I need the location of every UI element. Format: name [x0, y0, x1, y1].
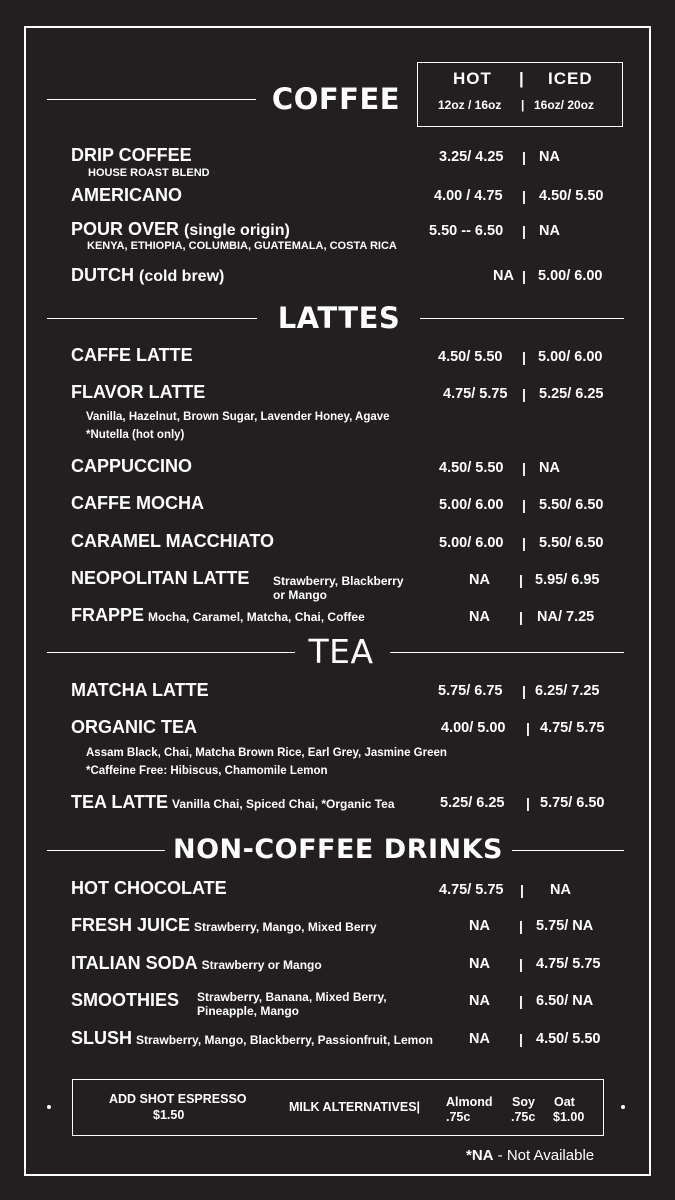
item-name: ITALIAN SODA [71, 953, 198, 973]
price-iced: NA [550, 882, 571, 898]
price-divider: | [519, 609, 523, 625]
item-name: HOT CHOCOLATE [71, 878, 227, 898]
item-name: NEOPOLITAN LATTE [71, 568, 250, 588]
price-divider: | [522, 349, 526, 365]
price-iced: 5.25/ 6.25 [539, 386, 604, 402]
divider-line [390, 652, 624, 653]
item-varieties-note: *Caffeine Free: Hibiscus, Chamomile Lemon [86, 765, 328, 777]
price-iced: 4.50/ 5.50 [536, 1031, 601, 1047]
price-hot: 4.50/ 5.50 [439, 460, 504, 476]
price-hot: NA [469, 993, 490, 1009]
price-hot: 5.50 -- 6.50 [429, 223, 504, 239]
milk-alternatives-label: MILK ALTERNATIVES| [289, 1100, 421, 1114]
milk-oat-name: Oat [554, 1095, 575, 1109]
tea-section-title: TEA [308, 632, 374, 671]
iced-label: ICED [548, 69, 593, 88]
item-name: ORGANIC TEA [71, 717, 197, 737]
price-iced: 5.50/ 6.50 [539, 497, 604, 513]
milk-soy-price: .75c [511, 1110, 536, 1124]
price-divider: | [519, 993, 523, 1009]
price-divider: | [522, 386, 526, 402]
milk-almond-price: .75c [446, 1110, 471, 1124]
bullet-dot [621, 1105, 625, 1109]
item-name: SLUSH [71, 1028, 133, 1048]
noncoffee-section-title: NON-COFFEE DRINKS [172, 834, 503, 865]
price-hot: NA [493, 268, 514, 284]
iced-sizes: 16oz/ 20oz [534, 98, 595, 112]
item-flavors-line-2: or Mango [273, 588, 327, 602]
item-flavors: Strawberry or Mango [201, 958, 322, 972]
price-iced: 6.25/ 7.25 [535, 683, 600, 699]
price-divider: | [520, 882, 524, 898]
price-divider: | [522, 223, 526, 239]
milk-oat-price: $1.00 [553, 1110, 585, 1124]
item-name: FRESH JUICE [71, 915, 191, 935]
price-hot: 5.00/ 6.00 [439, 497, 504, 513]
price-divider: | [519, 1031, 523, 1047]
price-divider: | [522, 460, 526, 476]
item-flavors [197, 990, 387, 1018]
milk-almond-name: Almond [446, 1095, 493, 1109]
item-name: CAFFE LATTE [71, 345, 193, 365]
hot-label: HOT [453, 69, 492, 88]
price-hot: NA [469, 609, 490, 625]
item-flavors [273, 574, 404, 602]
price-hot: NA [469, 572, 490, 588]
price-divider: | [522, 683, 526, 699]
price-iced: 5.75/ NA [536, 918, 594, 934]
item-name: TEA LATTE [71, 792, 168, 812]
price-divider: | [526, 795, 530, 811]
hot-sizes: 12oz / 16oz [438, 98, 502, 112]
price-iced: NA [539, 460, 560, 476]
price-iced: 6.50/ NA [536, 993, 594, 1009]
price-divider: | [519, 918, 523, 934]
price-divider: | [522, 268, 526, 284]
bullet-dot [47, 1105, 51, 1109]
item-flavors: Strawberry, Mango, Blackberry, Passionfruit, Lemon [136, 1033, 433, 1047]
divider-line [47, 850, 165, 851]
size-divider: | [521, 98, 525, 112]
noncoffee-section-header [0, 830, 675, 870]
item-subtitle: HOUSE ROAST BLEND [88, 167, 210, 179]
price-iced: NA/ 7.25 [537, 609, 595, 625]
price-iced: 4.75/ 5.75 [536, 956, 601, 972]
price-hot: 4.00/ 5.00 [441, 720, 506, 736]
item-name: CAPPUCCINO [71, 456, 193, 476]
price-hot: 5.00/ 6.00 [439, 535, 504, 551]
price-hot: 5.25/ 6.25 [440, 795, 505, 811]
item-flavors: Vanilla, Hazelnut, Brown Sugar, Lavender Honey, Agave [86, 411, 390, 423]
price-iced: NA [539, 149, 560, 165]
price-hot: NA [469, 918, 490, 934]
price-divider: | [522, 535, 526, 551]
price-hot: 4.00 / 4.75 [434, 188, 503, 204]
price-hot: 3.25/ 4.25 [439, 149, 504, 165]
item-flavors-line-1: Strawberry, Banana, Mixed Berry, [197, 990, 387, 1004]
item-subtitle: KENYA, ETHIOPIA, COLUMBIA, GUATEMALA, COSTA RICA [87, 240, 397, 252]
item-flavors: Mocha, Caramel, Matcha, Chai, Coffee [148, 610, 365, 624]
lattes-section-title: LATTES [277, 301, 401, 335]
item-note: (cold brew) [139, 268, 225, 285]
item-flavors-line-2: Pineapple, Mango [197, 1004, 300, 1018]
price-hot: NA [469, 1031, 490, 1047]
divider-line [47, 99, 256, 100]
item-flavor-note: *Nutella (hot only) [86, 429, 185, 441]
price-divider: | [519, 572, 523, 588]
price-hot: 4.50/ 5.50 [438, 349, 503, 365]
price-iced: NA [539, 223, 560, 239]
item-note: (single origin) [184, 222, 290, 239]
price-iced: 4.50/ 5.50 [539, 188, 604, 204]
not-available-note [466, 1147, 594, 1164]
na-abbrev: *NA [466, 1147, 494, 1164]
divider-line [420, 318, 624, 319]
item-name: POUR OVER [71, 219, 180, 239]
item-varieties: Assam Black, Chai, Matcha Brown Rice, Earl Grey, Jasmine Green [86, 747, 447, 759]
price-iced: 5.75/ 6.50 [540, 795, 605, 811]
espresso-shot-price: $1.50 [153, 1108, 185, 1122]
item-name: FLAVOR LATTE [71, 382, 206, 402]
item-name: MATCHA LATTE [71, 680, 209, 700]
price-iced: 4.75/ 5.75 [540, 720, 605, 736]
divider-line [47, 318, 257, 319]
item-name: CARAMEL MACCHIATO [71, 531, 274, 551]
price-divider: | [522, 188, 526, 204]
tea-section-header [0, 632, 675, 672]
item-name: CAFFE MOCHA [71, 493, 204, 513]
price-divider: | [526, 720, 530, 736]
item-name: FRAPPE [71, 605, 145, 625]
price-divider: | [522, 149, 526, 165]
item-name: DUTCH [71, 265, 134, 285]
header-divider: | [519, 69, 525, 88]
hot-iced-size-box [417, 62, 623, 127]
item-name: AMERICANO [71, 185, 182, 205]
lattes-section-header [0, 298, 675, 338]
price-hot: NA [469, 956, 490, 972]
item-name: SMOOTHIES [71, 990, 180, 1010]
price-iced: 5.95/ 6.95 [535, 572, 600, 588]
item-name: DRIP COFFEE [71, 145, 192, 165]
divider-line [47, 652, 295, 653]
divider-line [512, 850, 624, 851]
item-flavors: Strawberry, Mango, Mixed Berry [194, 920, 377, 934]
price-iced: 5.00/ 6.00 [538, 268, 603, 284]
milk-soy-name: Soy [512, 1095, 535, 1109]
espresso-shot-label: ADD SHOT ESPRESSO [109, 1092, 247, 1106]
price-divider: | [519, 956, 523, 972]
price-hot: 4.75/ 5.75 [439, 882, 504, 898]
price-iced: 5.00/ 6.00 [538, 349, 603, 365]
price-hot: 4.75/ 5.75 [443, 386, 508, 402]
price-hot: 5.75/ 6.75 [438, 683, 503, 699]
add-ons-box [72, 1079, 604, 1136]
price-divider: | [522, 497, 526, 513]
menu-item-hot-chocolate [71, 878, 631, 899]
coffee-section-title: COFFEE [271, 82, 401, 116]
na-explanation: - Not Available [493, 1147, 595, 1164]
item-flavors: Vanilla Chai, Spiced Chai, *Organic Tea [172, 797, 395, 811]
price-iced: 5.50/ 6.50 [539, 535, 604, 551]
item-flavors-line-1: Strawberry, Blackberry [273, 574, 404, 588]
